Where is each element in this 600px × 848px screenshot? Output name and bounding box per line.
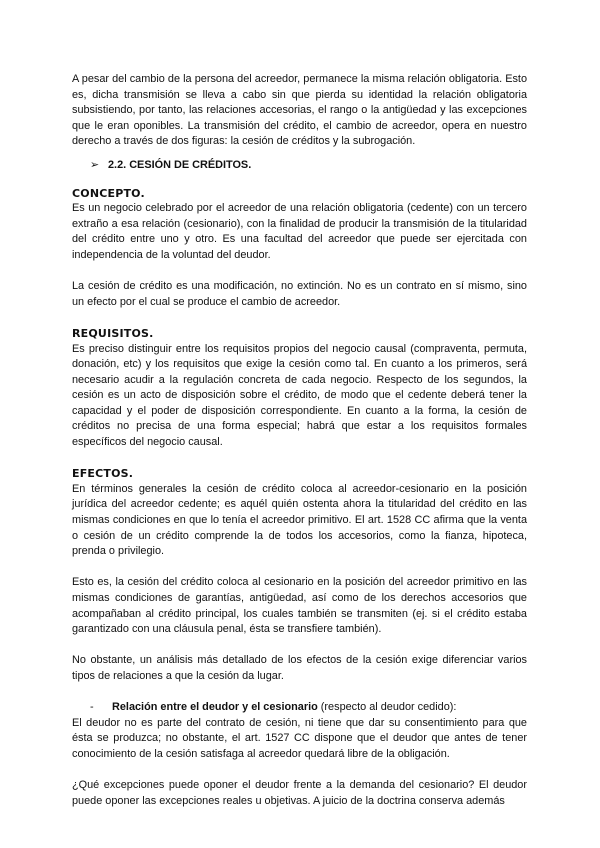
paragraph-requisitos-1: Es preciso distinguir entre los requisitos propios del negocio causal (compraventa, permuta, donación, etc) y los requisitos que exige la cesión como tal. En cuanto a los primeros, será necesario acudir a la regulación concreta de cada negocio. Respecto de los segundos, la cesión es un acto de disposición sobre el crédito, de modo que el cedente deberá tener la capacidad y el poder de disposición correspondiente. En cuanto a la forma, la cesión de créditos no precisa de una forma especial; habrá que estar a los requisitos formales específicos del negocio causal. xyxy=(72,342,527,449)
bullet-bold-label: Relación entre el deudor y el cesionario xyxy=(112,701,318,714)
section-heading xyxy=(72,158,527,174)
heading-requisitos: REQUISITOS. xyxy=(72,326,154,340)
paragraph-intro: A pesar del cambio de la persona del acreedor, permanece la misma relación obligatoria. Esto es, dicha transmisión se lleva a cabo sin que pierda su identidad la relación obligatoria subsistiendo, por tanto, las relaciones accesorias, el rango o la antigüedad y las excepciones que le eran oponibles. La transmisión del crédito, el cambio de acreedor, opera en nuestro derecho a través de dos figuras: la cesión de créditos y la subrogación. xyxy=(72,73,527,148)
paragraph-efectos-1: En términos generales la cesión de crédito coloca al acreedor-cesionario en la posición jurídica del acreedor cedente; es aquél quién ostenta ahora la titularidad del crédito en las mismas condiciones en que lo tenía el acreedor primitivo. El art. 1528 CC afirma que la venta o cesión de un crédito comprende la de todos los accesorios, como la fianza, hipoteca, prenda o privilegio. xyxy=(72,482,527,558)
arrow-bullet-icon: ➢ xyxy=(90,158,100,171)
paragraph-relacion-1: El deudor no es parte del contrato de cesión, ni tiene que dar su consentimiento para que ésta se produzca; no obstante, el art. 1527 CC dispone que el deudor que antes de tener conocimiento de la cesión satisfaga al acreedor quedará libre de la obligación. xyxy=(72,716,527,760)
heading-efectos: EFECTOS. xyxy=(72,467,134,481)
section-title: 2.2. CESIÓN DE CRÉDITOS. xyxy=(108,158,252,171)
bullet-rest-label: (respecto al deudor cedido): xyxy=(317,701,457,714)
paragraph-relacion-2: ¿Qué excepciones puede oponer el deudor frente a la demanda del cesionario? El deudor puede oponer las excepciones reales u objetivas. A juicio de la doctrina conserva además xyxy=(72,779,527,807)
heading-concepto: CONCEPTO. xyxy=(72,186,145,200)
paragraph-concepto-1: Es un negocio celebrado por el acreedor de una relación obligatoria (cedente) con un tercero extraño a esa relación (cesionario), con la finalidad de producir la transmisión de la titularidad del crédito entre uno y otro. Es una facultad del acreedor que puede ser ejercitada con independencia de la voluntad del deudor. xyxy=(72,202,527,261)
paragraph-efectos-3: No obstante, un análisis más detallado de los efectos de la cesión exige diferenciar varios tipos de relaciones a que la cesión da lugar. xyxy=(72,654,527,682)
dash-bullet-icon: - xyxy=(90,701,94,714)
paragraph-efectos-2: Esto es, la cesión del crédito coloca al cesionario en la posición del acreedor primitivo en las mismas condiciones de garantías, antigüedad, así como de los derechos accesorios que acompañaban al crédito principal, los cuales también se transmiten (ej. si el crédito estaba garantizado con una cláusula penal, ésta se transfiere también). xyxy=(72,576,527,636)
paragraph-concepto-2: La cesión de crédito es una modificación, no extinción. No es un contrato en sí mismo, sino un efecto por el cual se produce el cambio de acreedor. xyxy=(72,280,527,308)
bullet-relacion xyxy=(72,700,527,716)
document-body xyxy=(72,72,527,809)
